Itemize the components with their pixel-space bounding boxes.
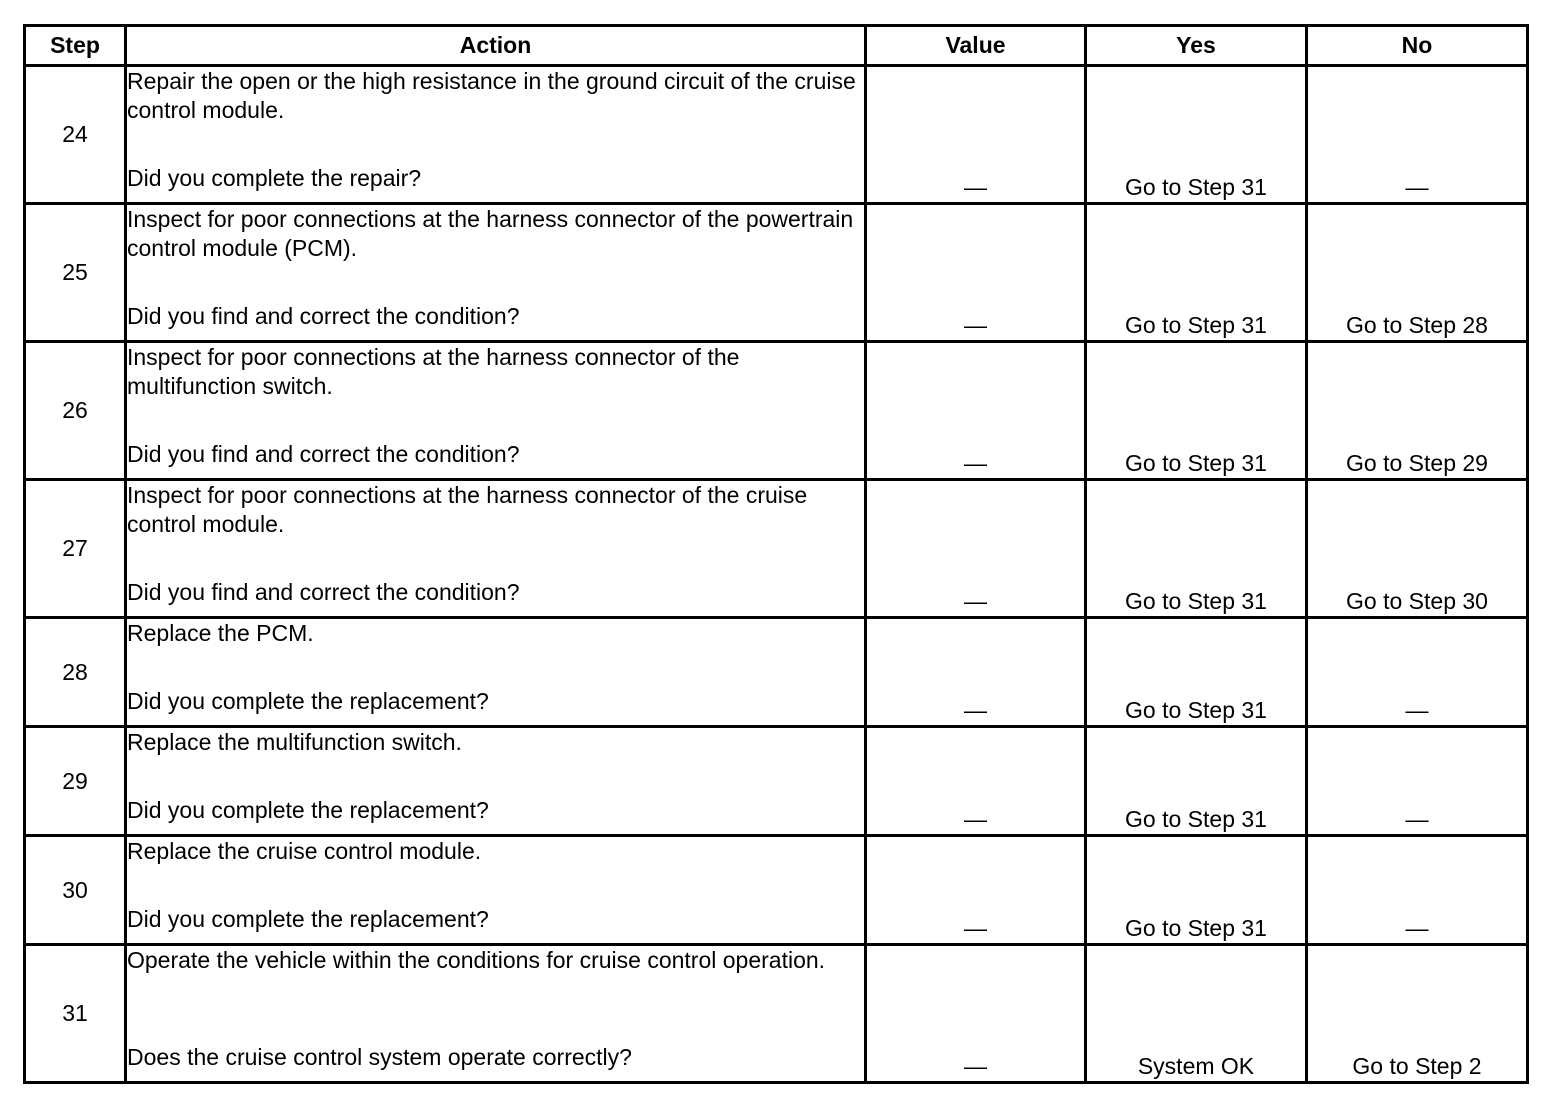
no-cell: — — [1307, 836, 1528, 945]
yes-cell: Go to Step 31 — [1086, 204, 1307, 342]
action-instruction: Operate the vehicle within the conditions for cruise control operation. — [127, 947, 826, 973]
action-question: Did you complete the replacement? — [127, 797, 489, 823]
yes-cell: System OK — [1086, 945, 1307, 1083]
no-cell: — — [1307, 727, 1528, 836]
action-cell — [126, 66, 866, 204]
value-cell: — — [866, 945, 1086, 1083]
step-number: 30 — [25, 836, 126, 945]
action-question: Did you complete the replacement? — [127, 906, 489, 932]
step-number: 31 — [25, 945, 126, 1083]
step-number: 26 — [25, 342, 126, 480]
value-cell: — — [866, 480, 1086, 618]
action-question: Did you complete the replacement? — [127, 688, 489, 714]
action-cell — [126, 618, 866, 727]
action-instruction: Repair the open or the high resistance in the ground circuit of the cruise control module. — [127, 68, 856, 123]
step-number: 27 — [25, 480, 126, 618]
value-cell: — — [866, 727, 1086, 836]
action-question: Did you find and correct the condition? — [127, 579, 520, 605]
step-number: 25 — [25, 204, 126, 342]
header-value: Value — [866, 26, 1086, 66]
step-number: 29 — [25, 727, 126, 836]
yes-cell: Go to Step 31 — [1086, 618, 1307, 727]
yes-cell: Go to Step 31 — [1086, 66, 1307, 204]
no-cell: — — [1307, 66, 1528, 204]
value-cell: — — [866, 836, 1086, 945]
header-no: No — [1307, 26, 1528, 66]
table-row — [25, 945, 1528, 1083]
table-row — [25, 727, 1528, 836]
no-cell: Go to Step 28 — [1307, 204, 1528, 342]
table-row — [25, 66, 1528, 204]
action-instruction: Replace the multifunction switch. — [127, 729, 462, 755]
table-row — [25, 836, 1528, 945]
header-action: Action — [126, 26, 866, 66]
action-cell — [126, 727, 866, 836]
no-cell: — — [1307, 618, 1528, 727]
action-instruction: Replace the cruise control module. — [127, 838, 482, 864]
value-cell: — — [866, 204, 1086, 342]
table-row — [25, 204, 1528, 342]
no-cell: Go to Step 30 — [1307, 480, 1528, 618]
diagnostic-table — [23, 24, 1529, 1084]
action-cell — [126, 836, 866, 945]
action-instruction: Inspect for poor connections at the harness connector of the cruise control module. — [127, 482, 808, 537]
action-cell — [126, 342, 866, 480]
header-row — [25, 26, 1528, 66]
table-row — [25, 342, 1528, 480]
action-question: Did you complete the repair? — [127, 165, 422, 191]
no-cell: Go to Step 2 — [1307, 945, 1528, 1083]
action-cell — [126, 204, 866, 342]
header-yes: Yes — [1086, 26, 1307, 66]
action-instruction: Inspect for poor connections at the harness connector of the multifunction switch. — [127, 344, 740, 399]
action-question: Did you find and correct the condition? — [127, 303, 520, 329]
yes-cell: Go to Step 31 — [1086, 342, 1307, 480]
table-row — [25, 618, 1528, 727]
value-cell: — — [866, 618, 1086, 727]
header-step: Step — [25, 26, 126, 66]
table-row — [25, 480, 1528, 618]
no-cell: Go to Step 29 — [1307, 342, 1528, 480]
yes-cell: Go to Step 31 — [1086, 836, 1307, 945]
action-question: Does the cruise control system operate correctly? — [127, 1044, 632, 1070]
yes-cell: Go to Step 31 — [1086, 727, 1307, 836]
value-cell: — — [866, 342, 1086, 480]
action-instruction: Replace the PCM. — [127, 620, 314, 646]
value-cell: — — [866, 66, 1086, 204]
step-number: 24 — [25, 66, 126, 204]
action-cell — [126, 480, 866, 618]
action-question: Did you find and correct the condition? — [127, 441, 520, 467]
action-instruction: Inspect for poor connections at the harness connector of the powertrain control module (PCM). — [127, 206, 854, 261]
step-number: 28 — [25, 618, 126, 727]
yes-cell: Go to Step 31 — [1086, 480, 1307, 618]
action-cell — [126, 945, 866, 1083]
